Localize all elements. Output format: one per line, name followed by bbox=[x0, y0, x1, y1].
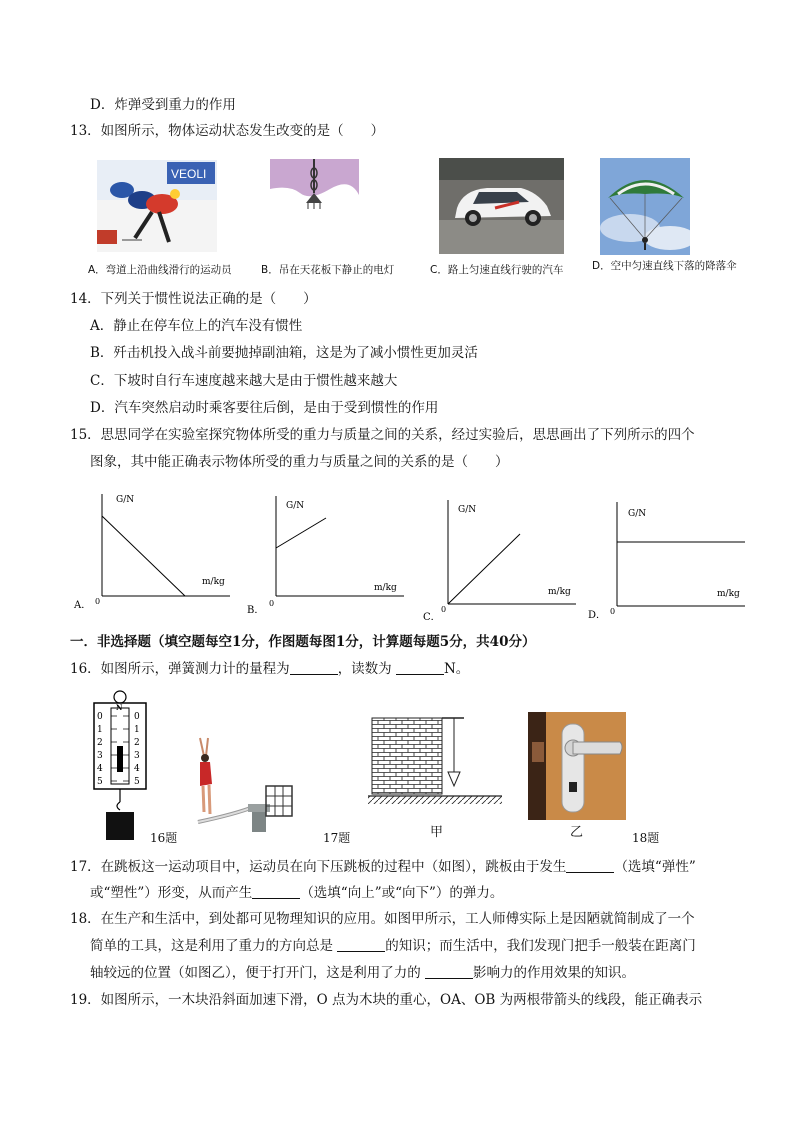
graph-d-xlabel: m/kg bbox=[717, 589, 740, 599]
q16-blank-range[interactable] bbox=[290, 660, 338, 675]
scale-right-2: 2 bbox=[134, 738, 140, 748]
q16-part2: ，读数为 bbox=[337, 661, 396, 677]
diving-board-figure bbox=[186, 734, 298, 834]
graph-b-line bbox=[276, 518, 326, 548]
q17-text-1b: （选填“弹性” bbox=[614, 859, 696, 875]
graph-d-label: D． bbox=[588, 610, 607, 621]
q18-blank-1[interactable] bbox=[337, 937, 385, 952]
spring-scale-figure bbox=[88, 688, 154, 844]
q18-blank-2[interactable] bbox=[425, 964, 473, 979]
caption-17: 17题 bbox=[323, 831, 351, 845]
graph-b-xlabel: m/kg bbox=[374, 583, 397, 593]
scale-top-label: N bbox=[116, 703, 123, 712]
q16-blank-reading[interactable] bbox=[396, 660, 444, 675]
q17-line2 bbox=[90, 884, 503, 902]
graph-a bbox=[70, 488, 240, 618]
q16-part1: 16．如图所示，弹簧测力计的量程为 bbox=[70, 661, 290, 677]
q12-option-d: D．炸弹受到重力的作用 bbox=[90, 97, 236, 113]
q18-text-2a: 简单的工具，这是利用了重力的方向总是 bbox=[90, 938, 338, 954]
q14-option-c: C．下坡时自行车速度越来越大是由于惯性越来越大 bbox=[90, 373, 398, 389]
graph-c-xlabel: m/kg bbox=[548, 587, 571, 597]
q15-stem-line2: 图象，其中能正确表示物体所受的重力与质量之间的关系的是（ ） bbox=[90, 454, 509, 470]
door-handle-photo bbox=[528, 712, 626, 820]
graph-c-ylabel: G/N bbox=[458, 505, 477, 515]
q16-part3: N。 bbox=[443, 661, 470, 677]
graph-b bbox=[240, 492, 410, 622]
scale-left-5: 5 bbox=[97, 777, 103, 787]
q17-line1 bbox=[70, 858, 696, 876]
graph-a-label: A． bbox=[74, 600, 92, 611]
q15-stem-line1: 15．思思同学在实验室探究物体所受的重力与质量之间的关系，经过实验后，思思画出了下列所示的四个 bbox=[70, 427, 695, 443]
q13-option-d: D．空中匀速直线下落的降落伞 bbox=[592, 260, 737, 272]
q17-text-2b: （选填“向上”或“向下”）的弹力。 bbox=[300, 885, 504, 901]
graph-a-origin: 0 bbox=[95, 597, 101, 606]
q16-stem bbox=[70, 660, 469, 678]
graph-c-line bbox=[448, 534, 520, 604]
q13-option-b: B．吊在天花板下静止的电灯 bbox=[261, 264, 395, 276]
graph-b-ylabel: G/N bbox=[286, 501, 305, 511]
graph-a-ylabel: G/N bbox=[116, 495, 135, 505]
q18-text-2b: 的知识；而生活中，我们发现门把手一般装在距离门 bbox=[385, 938, 696, 954]
scale-left-3: 3 bbox=[97, 751, 103, 761]
q17-text-1a: 17．在跳板这一运动项目中，运动员在向下压跳板的过程中（如图），跳板由于发生 bbox=[70, 859, 567, 875]
q17-blank-1[interactable] bbox=[566, 858, 614, 873]
q18-line1: 18．在生产和生活中，到处都可见物理知识的应用。如图甲所示，工人师傅实际上是因陋就简制成了一个 bbox=[70, 911, 695, 927]
graph-d-origin: 0 bbox=[610, 607, 616, 616]
q18-text-3b: 影响力的作用效果的知识。 bbox=[473, 965, 636, 981]
q13-option-c: C．路上匀速直线行驶的汽车 bbox=[430, 264, 564, 276]
scale-right-5: 5 bbox=[134, 777, 140, 787]
scale-left-1: 1 bbox=[97, 725, 103, 735]
brick-wall-plumb-figure bbox=[366, 716, 506, 806]
q14-option-b: B．歼击机投入战斗前要抛掉副油箱，这是为了减小惯性更加灵活 bbox=[90, 345, 478, 361]
q18-line2 bbox=[90, 937, 696, 955]
caption-16: 16题 bbox=[150, 831, 178, 845]
q14-option-d: D．汽车突然启动时乘客要往后倒，是由于受到惯性的作用 bbox=[90, 400, 439, 416]
caption-yi: 乙 bbox=[570, 825, 584, 840]
q17-blank-2[interactable] bbox=[252, 884, 300, 899]
scale-left-0: 0 bbox=[97, 712, 103, 722]
q13-stem: 13．如图所示，物体运动状态发生改变的是（ ） bbox=[70, 123, 385, 139]
skater-photo bbox=[97, 160, 217, 252]
graph-b-label: B． bbox=[247, 605, 265, 616]
scale-right-3: 3 bbox=[134, 751, 140, 761]
scale-right-4: 4 bbox=[134, 764, 140, 774]
q13-option-a: A．弯道上沿曲线滑行的运动员 bbox=[88, 264, 232, 276]
graph-c bbox=[420, 496, 590, 626]
q18-text-3a: 轴较远的位置（如图乙），便于打开门，这是利用了力的 bbox=[90, 965, 426, 981]
car-photo bbox=[439, 158, 564, 254]
graph-c-label: C． bbox=[423, 612, 441, 623]
graph-a-xlabel: m/kg bbox=[202, 577, 225, 587]
q14-option-a: A．静止在停车位上的汽车没有惯性 bbox=[90, 318, 303, 334]
graph-d bbox=[585, 498, 755, 628]
q18-line3 bbox=[90, 964, 635, 982]
hanging-lamp-photo bbox=[270, 159, 359, 211]
q14-stem: 14．下列关于惯性说法正确的是（ ） bbox=[70, 291, 317, 307]
scale-right-0: 0 bbox=[134, 712, 140, 722]
graph-c-origin: 0 bbox=[441, 605, 447, 614]
parachute-photo bbox=[600, 158, 690, 255]
q19-line1: 19．如图所示，一木块沿斜面加速下滑，O 点为木块的重心，OA、OB 为两根带箭头的线段，能正确表示 bbox=[70, 992, 703, 1008]
scale-left-4: 4 bbox=[97, 764, 103, 774]
graph-b-origin: 0 bbox=[269, 599, 275, 608]
graph-a-line bbox=[102, 516, 185, 596]
q17-text-2a: 或“塑性”）形变，从而产生 bbox=[90, 885, 253, 901]
scale-left-2: 2 bbox=[97, 738, 103, 748]
scale-right-1: 1 bbox=[134, 725, 140, 735]
section-title: 一．非选择题（填空题每空1分，作图题每图1分，计算题每题5分，共40分） bbox=[70, 634, 536, 650]
graph-d-ylabel: G/N bbox=[628, 509, 647, 519]
caption-jia: 甲 bbox=[430, 825, 444, 840]
svg-text:VEOLI: VEOLI bbox=[171, 167, 207, 181]
caption-18: 18题 bbox=[632, 831, 660, 845]
